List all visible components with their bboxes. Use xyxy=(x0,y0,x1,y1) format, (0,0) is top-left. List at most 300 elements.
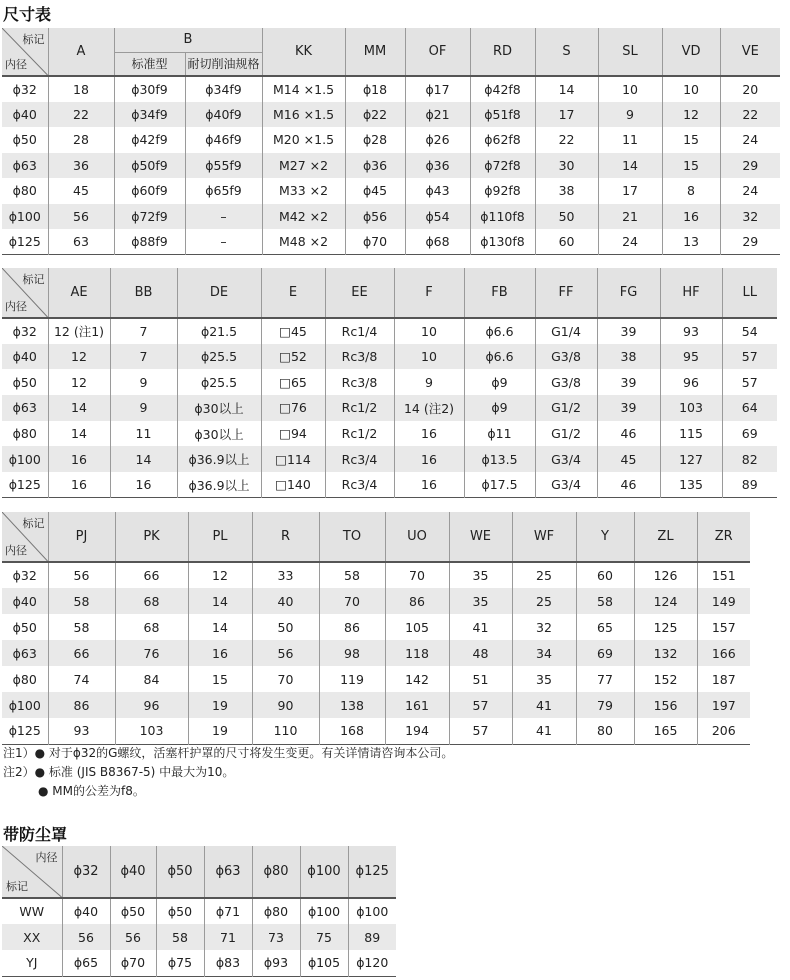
table-cell: Rc1/2 xyxy=(325,421,394,447)
table-cell: 16 xyxy=(188,640,252,666)
table-cell: ϕ9 xyxy=(464,369,535,395)
table-cell: 39 xyxy=(597,318,660,344)
table-cell: Rc3/8 xyxy=(325,369,394,395)
table-cell: 98 xyxy=(319,640,385,666)
table-row xyxy=(2,472,777,498)
table-cell: 14 xyxy=(48,421,110,447)
table-cell: 156 xyxy=(634,692,697,718)
table-row xyxy=(2,153,780,179)
column-header: ϕ50 xyxy=(156,846,204,898)
table-cell: ϕ42f9 xyxy=(114,127,185,153)
column-header: ϕ32 xyxy=(62,846,110,898)
table-cell: ϕ6.6 xyxy=(464,318,535,344)
column-header: PK xyxy=(115,512,188,562)
table-cell: ϕ80 xyxy=(252,898,300,924)
row-header-cell: ϕ80 xyxy=(12,671,37,687)
row-header-cell: ϕ125 xyxy=(8,234,41,249)
table-cell: 86 xyxy=(48,692,115,718)
table-cell: ϕ25.5 xyxy=(177,369,261,395)
corner-label-bore: 内径 xyxy=(5,300,27,313)
table-cell: 11 xyxy=(110,421,177,447)
table-cell: 197 xyxy=(697,692,750,718)
row-header-cell: YJ xyxy=(26,955,38,971)
table-cell: 14 xyxy=(48,395,110,421)
dust-cover-table xyxy=(2,846,396,977)
table-cell: 50 xyxy=(535,204,598,230)
column-header: ϕ40 xyxy=(110,846,156,898)
table-row xyxy=(2,666,750,692)
table-cell: 24 xyxy=(720,178,780,204)
table-cell: ϕ50 xyxy=(156,898,204,924)
table-cell: 35 xyxy=(449,588,512,614)
table-cell: 57 xyxy=(449,718,512,744)
column-subheader: 耐切削油规格 xyxy=(185,52,262,76)
table-cell: 16 xyxy=(48,472,110,498)
table-cell: 12 xyxy=(48,369,110,395)
table-cell: ϕ60f9 xyxy=(114,178,185,204)
corner-label-mark: 标记 xyxy=(22,517,45,530)
table-cell: 57 xyxy=(722,369,777,395)
dimension-table-3 xyxy=(2,512,750,745)
table-cell: 118 xyxy=(385,640,449,666)
table-cell: 40 xyxy=(252,588,319,614)
table-cell: 166 xyxy=(697,640,750,666)
corner-label-mark: 标记 xyxy=(22,273,45,286)
table-cell: 8 xyxy=(662,178,720,204)
table-cell: 39 xyxy=(597,395,660,421)
table-cell: ϕ40 xyxy=(62,898,110,924)
table-cell: ϕ25.5 xyxy=(177,344,261,370)
table-cell: 58 xyxy=(319,562,385,588)
table-cell: 76 xyxy=(115,640,188,666)
corner-header-cell xyxy=(2,846,62,898)
table-cell: 14 xyxy=(598,153,662,179)
table-cell: ϕ50f9 xyxy=(114,153,185,179)
table-cell: 34 xyxy=(512,640,576,666)
column-header: FB xyxy=(464,268,535,318)
section-title-dust-cover: 带防尘罩 xyxy=(3,825,68,844)
column-header: HF xyxy=(660,268,722,318)
table-cell: M48 ×2 xyxy=(262,229,345,255)
table-cell: 16 xyxy=(110,472,177,498)
table-cell: G3/8 xyxy=(535,344,597,370)
table-row xyxy=(2,102,780,128)
column-header: Y xyxy=(576,512,634,562)
table-cell: 70 xyxy=(385,562,449,588)
corner-label-mark: 标记 xyxy=(6,880,28,893)
table-cell: ϕ34f9 xyxy=(185,76,262,102)
table-cell: 132 xyxy=(634,640,697,666)
table-cell: 30 xyxy=(535,153,598,179)
table-cell: 16 xyxy=(662,204,720,230)
table-cell: 16 xyxy=(394,446,464,472)
table-cell: 48 xyxy=(449,640,512,666)
row-header-cell: XX xyxy=(2,924,62,950)
corner-label-bore: 内径 xyxy=(5,58,27,71)
table-cell: 14 (注2) xyxy=(394,395,464,421)
table-cell: 165 xyxy=(634,718,697,744)
table-cell: 13 xyxy=(662,229,720,255)
table-cell: ϕ65 xyxy=(62,950,110,976)
table-cell: M27 ×2 xyxy=(262,153,345,179)
table-cell: 58 xyxy=(156,924,204,950)
column-header: ϕ63 xyxy=(204,846,252,898)
table-row xyxy=(2,562,750,588)
row-header-cell: ϕ40 xyxy=(2,102,48,128)
table-row xyxy=(2,950,396,976)
column-header: VE xyxy=(720,28,780,76)
table-cell: ϕ28 xyxy=(345,127,405,153)
table-cell: 10 xyxy=(394,344,464,370)
table-cell: ϕ110f8 xyxy=(470,204,535,230)
table-cell: □114 xyxy=(261,446,325,472)
column-header: FF xyxy=(535,268,597,318)
table-cell: 63 xyxy=(48,229,114,255)
column-header: OF xyxy=(405,28,470,76)
table-cell: 16 xyxy=(48,446,110,472)
table-cell: 89 xyxy=(348,924,396,950)
table-cell: □45 xyxy=(261,318,325,344)
table-cell: M16 ×1.5 xyxy=(262,102,345,128)
table-cell: ϕ72f8 xyxy=(470,153,535,179)
table-cell: 41 xyxy=(512,692,576,718)
table-cell: □76 xyxy=(261,395,325,421)
table-cell: 56 xyxy=(252,640,319,666)
table-cell: 66 xyxy=(115,562,188,588)
table-cell: 9 xyxy=(598,102,662,128)
table-cell: ϕ120 xyxy=(348,950,396,976)
table-cell: 157 xyxy=(697,614,750,640)
table-cell: 51 xyxy=(449,666,512,692)
table-row xyxy=(2,369,777,395)
table-cell: 29 xyxy=(720,153,780,179)
column-header: UO xyxy=(385,512,449,562)
table-cell: 82 xyxy=(722,446,777,472)
table-cell: 24 xyxy=(720,127,780,153)
footnote-3: ● MM的公差为f8。 xyxy=(38,784,145,798)
row-header-cell: ϕ50 xyxy=(12,619,37,635)
column-header: LL xyxy=(722,268,777,318)
table-cell: ϕ40f9 xyxy=(185,102,262,128)
table-cell: ϕ46f9 xyxy=(185,127,262,153)
table-cell: ϕ36 xyxy=(345,153,405,179)
table-cell: 60 xyxy=(576,562,634,588)
table-cell: ϕ100 xyxy=(348,898,396,924)
table-cell: 19 xyxy=(188,718,252,744)
table-cell: G3/8 xyxy=(535,369,597,395)
table-row xyxy=(2,898,396,924)
table-cell: ϕ18 xyxy=(345,76,405,102)
table-cell: Rc3/8 xyxy=(325,344,394,370)
table-cell: ϕ45 xyxy=(345,178,405,204)
table-cell: 124 xyxy=(634,588,697,614)
table-cell: ϕ68 xyxy=(405,229,470,255)
table-cell: 14 xyxy=(188,588,252,614)
table-cell: □65 xyxy=(261,369,325,395)
table-cell: 54 xyxy=(722,318,777,344)
table-cell: ϕ13.5 xyxy=(464,446,535,472)
table-cell: 103 xyxy=(115,718,188,744)
row-header-cell: ϕ125 xyxy=(8,477,41,493)
table-cell: 15 xyxy=(188,666,252,692)
table-cell: 56 xyxy=(62,924,110,950)
table-cell: G1/4 xyxy=(535,318,597,344)
table-cell: 22 xyxy=(720,102,780,128)
dimension-table-1 xyxy=(2,28,780,255)
table-cell: ϕ21.5 xyxy=(177,318,261,344)
table-row xyxy=(2,718,750,744)
table-cell: 73 xyxy=(252,924,300,950)
table-cell: 77 xyxy=(576,666,634,692)
table-cell: 28 xyxy=(48,127,114,153)
table-cell: ϕ36.9以上 xyxy=(177,472,261,498)
column-header: PJ xyxy=(48,512,115,562)
table-cell: 12 xyxy=(662,102,720,128)
row-header-cell: ϕ63 xyxy=(2,640,48,666)
table-cell: 80 xyxy=(576,718,634,744)
table-cell: 69 xyxy=(576,640,634,666)
table-cell: ϕ17.5 xyxy=(464,472,535,498)
table-cell: 38 xyxy=(535,178,598,204)
table-cell: 17 xyxy=(598,178,662,204)
table-row xyxy=(2,446,777,472)
column-header: TO xyxy=(319,512,385,562)
row-header-cell: ϕ125 xyxy=(8,723,41,739)
table-row xyxy=(2,229,780,255)
table-cell: ϕ72f9 xyxy=(114,204,185,230)
table-cell: ϕ50 xyxy=(110,898,156,924)
table-cell: M42 ×2 xyxy=(262,204,345,230)
column-header: R xyxy=(252,512,319,562)
table-cell: 127 xyxy=(660,446,722,472)
table-cell: ϕ92f8 xyxy=(470,178,535,204)
table-cell: ϕ71 xyxy=(204,898,252,924)
table-cell: 35 xyxy=(449,562,512,588)
column-header: SL xyxy=(598,28,662,76)
table-row xyxy=(2,692,750,718)
column-header: S xyxy=(535,28,598,76)
table-cell: ϕ75 xyxy=(156,950,204,976)
table-cell: ϕ130f8 xyxy=(470,229,535,255)
row-header-cell: ϕ50 xyxy=(12,132,37,148)
table-cell: G1/2 xyxy=(535,421,597,447)
column-header: ZR xyxy=(697,512,750,562)
table-cell: 39 xyxy=(597,369,660,395)
table-cell: 46 xyxy=(597,472,660,498)
table-row xyxy=(2,924,396,950)
table-cell: 45 xyxy=(597,446,660,472)
table-cell: 10 xyxy=(598,76,662,102)
column-header: VD xyxy=(662,28,720,76)
corner-label-bore: 内径 xyxy=(5,544,27,557)
table-cell: ϕ17 xyxy=(405,76,470,102)
table-cell: G3/4 xyxy=(535,472,597,498)
table-row xyxy=(2,178,780,204)
table-cell: ϕ65f9 xyxy=(185,178,262,204)
table-cell: 24 xyxy=(598,229,662,255)
table-row xyxy=(2,640,750,666)
table-cell: 58 xyxy=(48,614,115,640)
table-cell: M20 ×1.5 xyxy=(262,127,345,153)
table-cell: 35 xyxy=(512,666,576,692)
table-cell: ϕ34f9 xyxy=(114,102,185,128)
table-cell: ϕ9 xyxy=(464,395,535,421)
table-cell: ϕ30以上 xyxy=(177,395,261,421)
table-cell: ϕ70 xyxy=(110,950,156,976)
table-cell: ϕ105 xyxy=(300,950,348,976)
row-header-cell: ϕ63 xyxy=(2,153,48,179)
row-header-cell: ϕ32 xyxy=(2,318,48,344)
table-cell: 46 xyxy=(597,421,660,447)
table-cell: 20 xyxy=(720,76,780,102)
table-cell: 119 xyxy=(319,666,385,692)
table-cell: ϕ55f9 xyxy=(185,153,262,179)
table-cell: 25 xyxy=(512,562,576,588)
corner-header-cell xyxy=(2,268,48,318)
table-cell: 93 xyxy=(48,718,115,744)
column-header: A xyxy=(48,28,114,76)
table-cell: ϕ62f8 xyxy=(470,127,535,153)
table-cell: 33 xyxy=(252,562,319,588)
footnote-2: 注2）● 标准 (JIS B8367-5) 中最大为10。 xyxy=(3,765,235,779)
table-cell: ϕ22 xyxy=(345,102,405,128)
table-cell: M33 ×2 xyxy=(262,178,345,204)
row-header-cell: ϕ100 xyxy=(2,446,48,472)
table-row xyxy=(2,344,777,370)
table-cell: ϕ70 xyxy=(345,229,405,255)
table-cell: ϕ42f8 xyxy=(470,76,535,102)
table-cell: 79 xyxy=(576,692,634,718)
table-cell: 10 xyxy=(394,318,464,344)
table-cell: 25 xyxy=(512,588,576,614)
table-cell: 22 xyxy=(48,102,114,128)
table-cell: ϕ56 xyxy=(345,204,405,230)
table-cell: 9 xyxy=(110,369,177,395)
table-cell: 71 xyxy=(204,924,252,950)
column-header: MM xyxy=(345,28,405,76)
table-cell: 18 xyxy=(48,76,114,102)
corner-label-mark: 标记 xyxy=(22,33,45,46)
table-cell: 32 xyxy=(720,204,780,230)
table-cell: 151 xyxy=(697,562,750,588)
table-cell: 41 xyxy=(449,614,512,640)
table-cell: 64 xyxy=(722,395,777,421)
corner-header-cell xyxy=(2,28,48,76)
table-cell: 96 xyxy=(115,692,188,718)
table-cell: ϕ43 xyxy=(405,178,470,204)
table-row xyxy=(2,76,780,102)
table-cell: 15 xyxy=(662,127,720,153)
column-header: RD xyxy=(470,28,535,76)
table-cell: Rc3/4 xyxy=(325,446,394,472)
column-header: E xyxy=(261,268,325,318)
column-header: F xyxy=(394,268,464,318)
table-cell: G1/2 xyxy=(535,395,597,421)
table-cell: 194 xyxy=(385,718,449,744)
table-cell: ϕ11 xyxy=(464,421,535,447)
table-cell: 56 xyxy=(48,204,114,230)
table-cell: 110 xyxy=(252,718,319,744)
table-cell: ϕ36 xyxy=(405,153,470,179)
corner-label-bore: 内径 xyxy=(35,851,58,864)
table-cell: 138 xyxy=(319,692,385,718)
table-cell: 187 xyxy=(697,666,750,692)
table-cell: ϕ6.6 xyxy=(464,344,535,370)
table-cell: 56 xyxy=(48,562,115,588)
table-cell: M14 ×1.5 xyxy=(262,76,345,102)
table-cell: 152 xyxy=(634,666,697,692)
table-row xyxy=(2,204,780,230)
table-cell: 115 xyxy=(660,421,722,447)
table-cell: 14 xyxy=(110,446,177,472)
table-cell: 12 xyxy=(188,562,252,588)
table-cell: 58 xyxy=(576,588,634,614)
table-cell: 125 xyxy=(634,614,697,640)
row-header-cell: ϕ100 xyxy=(2,692,48,718)
table-cell: Rc1/2 xyxy=(325,395,394,421)
table-cell: – xyxy=(185,229,262,255)
table-cell: 95 xyxy=(660,344,722,370)
table-row xyxy=(2,614,750,640)
table-cell: 58 xyxy=(48,588,115,614)
dimension-table-2 xyxy=(2,268,777,498)
table-cell: 161 xyxy=(385,692,449,718)
table-cell: 126 xyxy=(634,562,697,588)
table-cell: 50 xyxy=(252,614,319,640)
column-subheader: 标准型 xyxy=(114,52,185,76)
table-cell: – xyxy=(185,204,262,230)
table-cell: ϕ51f8 xyxy=(470,102,535,128)
table-cell: 168 xyxy=(319,718,385,744)
table-cell: ϕ26 xyxy=(405,127,470,153)
table-cell: 86 xyxy=(385,588,449,614)
table-cell: 17 xyxy=(535,102,598,128)
table-cell: 16 xyxy=(394,472,464,498)
table-cell: 60 xyxy=(535,229,598,255)
column-header: AE xyxy=(48,268,110,318)
table-cell: 10 xyxy=(662,76,720,102)
row-header-cell: WW xyxy=(2,898,62,924)
table-cell: 65 xyxy=(576,614,634,640)
table-cell: 86 xyxy=(319,614,385,640)
table-cell: Rc3/4 xyxy=(325,472,394,498)
table-cell: 105 xyxy=(385,614,449,640)
column-header: ϕ100 xyxy=(300,846,348,898)
column-header: FG xyxy=(597,268,660,318)
table-cell: ϕ21 xyxy=(405,102,470,128)
table-cell: 29 xyxy=(720,229,780,255)
table-cell: 7 xyxy=(110,318,177,344)
table-cell: ϕ54 xyxy=(405,204,470,230)
column-header: DE xyxy=(177,268,261,318)
column-header: ZL xyxy=(634,512,697,562)
table-row xyxy=(2,318,777,344)
column-header: ϕ125 xyxy=(348,846,396,898)
table-cell: 21 xyxy=(598,204,662,230)
table-cell: 84 xyxy=(115,666,188,692)
table-cell: 56 xyxy=(110,924,156,950)
row-header-cell: ϕ100 xyxy=(2,204,48,230)
table-cell: □94 xyxy=(261,421,325,447)
row-header-cell: ϕ80 xyxy=(12,183,37,199)
table-cell: 14 xyxy=(188,614,252,640)
table-row xyxy=(2,588,750,614)
table-cell: 68 xyxy=(115,588,188,614)
table-cell: □140 xyxy=(261,472,325,498)
table-cell: 41 xyxy=(512,718,576,744)
table-cell: 70 xyxy=(252,666,319,692)
table-row xyxy=(2,127,780,153)
